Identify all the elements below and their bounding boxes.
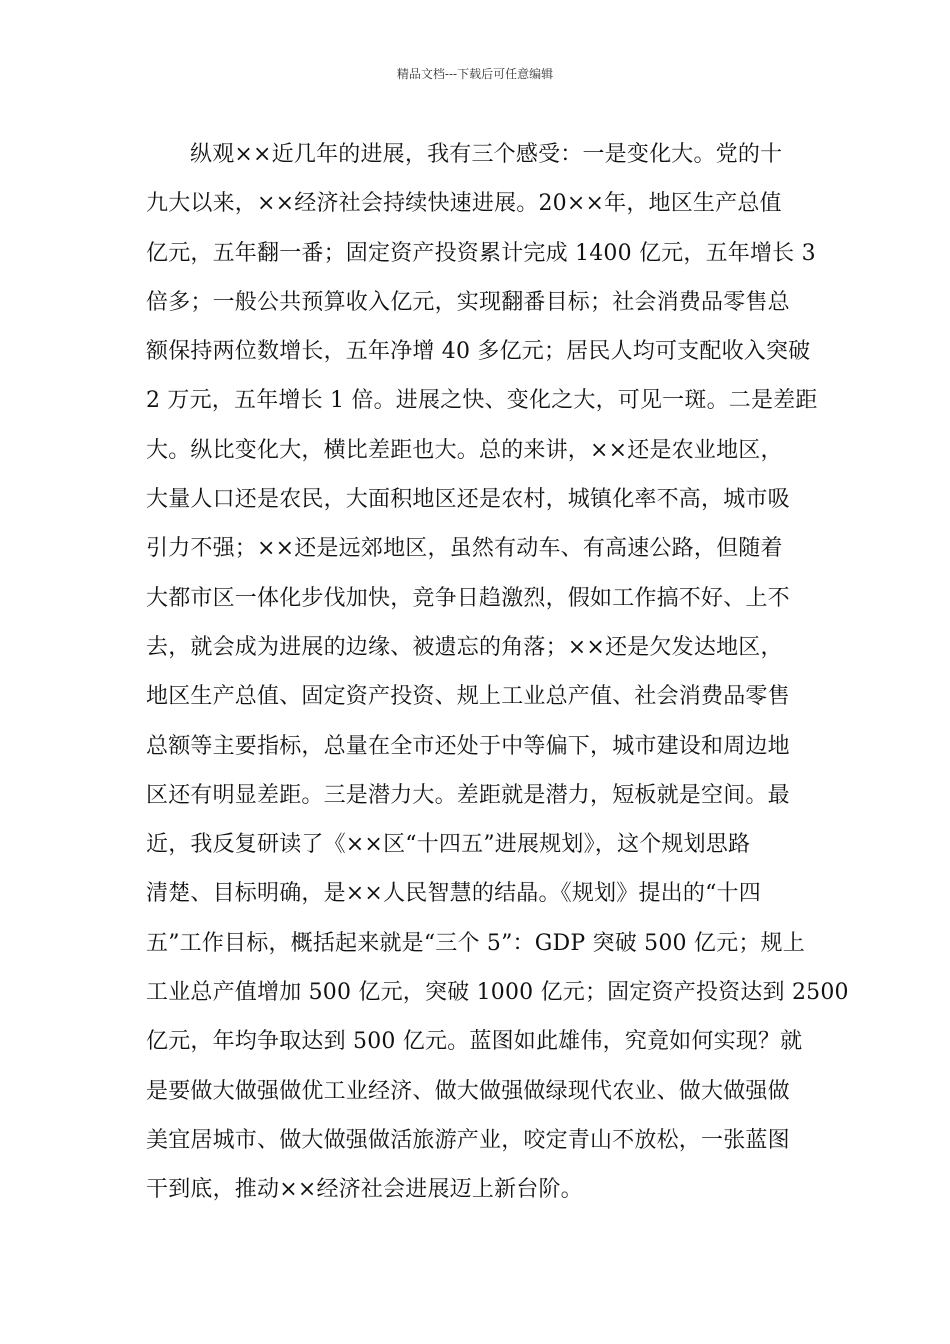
text-line: 是要做大做强做优工业经济、做大做强做绿现代农业、做大做强做 <box>146 1078 790 1104</box>
text-line: 倍多；一般公共预算收入亿元，实现翻番目标；社会消费品零售总 <box>146 289 790 315</box>
text-line: 2 万元，五年增长 1 倍。进展之快、变化之大，可见一斑。二是差距 <box>146 388 818 414</box>
body-paragraph <box>146 130 849 1215</box>
text-line: 去，就会成为进展的边缘、被遗忘的角落；××还是欠发达地区， <box>146 634 783 660</box>
text-line: 九大以来，××经济社会持续快速进展。20××年，地区生产总值 <box>146 191 782 217</box>
text-line: 引力不强；××还是远郊地区，虽然有动车、有高速公路，但随着 <box>146 536 783 562</box>
text-line: 五”工作目标，概括起来就是“三个 5”：GDP 突破 500 亿元；规上 <box>146 930 805 956</box>
text-line: 纵观××近几年的进展，我有三个感受：一是变化大。党的十 <box>190 142 783 167</box>
text-line: 大。纵比变化大，横比差距也大。总的来讲，××还是农业地区， <box>146 437 783 463</box>
text-line: 近，我反复研读了《××区“十四五”进展规划》，这个规划思路 <box>146 832 751 858</box>
text-line: 美宜居城市、做大做强做活旅游产业，咬定青山不放松，一张蓝图 <box>146 1127 790 1153</box>
text-line: 地区生产总值、固定资产投资、规上工业总产值、社会消费品零售 <box>146 684 790 710</box>
text-line: 总额等主要指标，总量在全市还处于中等偏下，城市建设和周边地 <box>146 733 790 759</box>
text-line: 额保持两位数增长，五年净增 40 多亿元；居民人均可支配收入突破 <box>146 339 811 365</box>
text-line: 大都市区一体化步伐加快，竞争日趋激烈，假如工作搞不好、上不 <box>146 585 790 611</box>
text-line: 清楚、目标明确，是××人民智慧的结晶。《规划》提出的“十四 <box>146 881 761 907</box>
text-line: 干到底，推动××经济社会进展迈上新台阶。 <box>146 1177 583 1203</box>
text-line: 大量人口还是农民，大面积地区还是农村，城镇化率不高，城市吸 <box>146 487 790 513</box>
text-line: 工业总产值增加 500 亿元，突破 1000 亿元；固定资产投资达到 2500 <box>146 980 849 1006</box>
text-line: 亿元，五年翻一番；固定资产投资累计完成 1400 亿元，五年增长 3 <box>146 240 816 266</box>
text-line: 区还有明显差距。三是潜力大。差距就是潜力，短板就是空间。最 <box>146 782 790 808</box>
text-line: 亿元，年均争取达到 500 亿元。蓝图如此雄伟，究竟如何实现？就 <box>146 1029 803 1055</box>
page-header: 精品文档---下载后可任意编辑 <box>396 67 554 81</box>
